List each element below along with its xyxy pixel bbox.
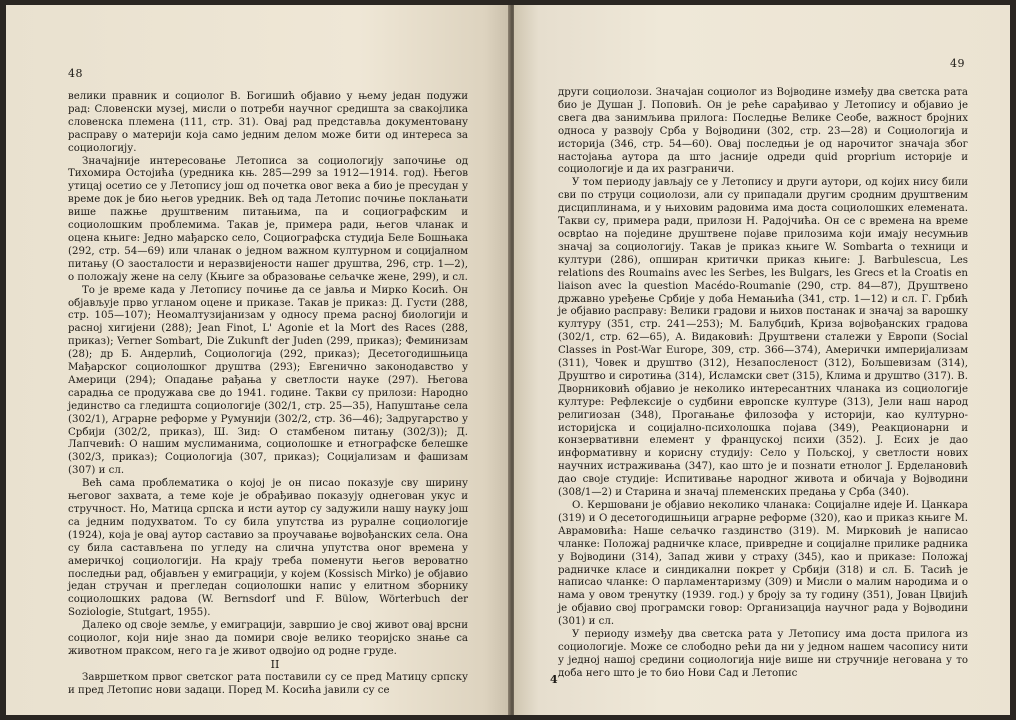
left-page-body (68, 91, 468, 698)
section-heading: II (270, 657, 280, 671)
right-page (514, 5, 1010, 715)
left-paragraph-5: Далеко од своје земље, у емиграцији, завршио је свој живот овај врсни социолог, који није знао да помири своје велико теоријско знање са животном праксом, него га је живот одвојио од родне груде. (68, 620, 468, 657)
book-spread (6, 5, 1010, 715)
left-page (6, 5, 510, 715)
signature-mark: 4 (550, 673, 558, 686)
left-paragraph-2: Значајније интересовање Летописа за социологију започиње од Тихомира Остојића (уредника књ. 285—299 за 1912—1914. год). Његов утицај осетио се у Летопису још од почетка овог века а био је пресудан у време док је био његов уредник. Већ од тада Летопис почиње поклањати више пажње друштвеним питањима, па и социографским и социолошким проблемима. Такав је, примера ради, његов чланак и оцена књиге: Једно мађарско село, Социографска студија Беле Бошњака (292, стр. 54—69) или чланак о једном важном културном и социјалном питању (О заосталости и неразвијености нашег друштва, 296, стр. 1—2), о положају жене на селу (Књиге за образовање сељачке жене, 299), и сл. (68, 155, 468, 283)
right-paragraph-1: други социолози. Значајан социолог из Војводине између два светска рата био је Душан Ј. Поповић. Он је реће сарађивао у Летопису и објавио је свега два занимљива прилога: Последње Велике Сеобе, важност бројних односа у развоју Срба у Војводини (302, стр. 23—28) и Социологија и историја (346, стр. 54—60). Овај последњи је од нарочитог значаја због настојања аутора да што јасније одреди quid proprium историје и социологије и да их разграничи. (558, 87, 968, 176)
right-paragraph-4: У периоду између два светска рата у Летопису има доста прилога из социологије. Може се слободно рећи да ни у једном нашем часопису нити у једној нашој средини социологија није више ни стручније негована у то доба него што је то био Нови Сад и Летопис (558, 629, 968, 679)
left-paragraph-6: Завршетком првог светског рата поставили су се пред Матицу српску и пред Летопис нови задаци. Поред М. Косића јавили су се (68, 671, 468, 696)
left-paragraph-3: То је време када у Летопису почиње да се јавља и Мирко Косић. Он објављује прво угланом оцене и приказе. Такав је приказ: Д. Густи (288, стр. 105—107); Неомалтузијанизам у односу према расној биологији и расној хигијени (288); Jean Finot, L' Agonie et la Mort des Races (288, приказ); Verner Sombart, Die Zukunft der Juden (299, приказ); Феминизам (28); др Б. Андерлић, Социологија (292, приказ); Десетогодишњица Мађарског социолошког друштва (293); Евгенично законодавство у Америци (294); Опадање рађања у светлости науке (297). Његова сарадња се продужава све до 1941. године. Такви су прилози: Народно јединство са гледишта социологије (302/1, стр. 25—35), Напуштање села (302/1), Аграрне реформе у Румунији (302/2, стр. 36—46); Задругарство у Србији (302/2, приказ), Ш. Зид: О стамбеном питању (302/3)); Д. Лапчевић: О нашим муслиманима, социолошке и етнографске белешке (302/3, приказ); Социологија (307, приказ); Социјализам и фашизам (307) и сл. (68, 284, 468, 477)
right-page-number: 49 (950, 57, 965, 70)
left-paragraph-4: Већ сама проблематика о којој је он писао показује сву ширину његовог захвата, а теме које је обрађивао показују однегован укус и стручност. Но, Матица српска и исти аутор су задужили нашу науку још са једним подухватом. То су била упутства из руралне социологије (1924), која је овај аутор саставио за проучавање војвођанских села. Она су била састављена по угледу на слична упутства оног времена у америчкој социологији. На крају треба поменути његов вероватно последњи рад, објављен у емиграцији, у којем (Kossisch Mirko) је објавио један стручан и прегледан социолошки напис у елитном зборнику социолошких радова (W. Bernsdorf und F. Bülow, Wörterbuch der Soziologie, Stutgart, 1955). (68, 478, 468, 619)
left-paragraph-1: велики правник и социолог В. Богишић објавио у њему један подужи рад: Словенски музеј, мисли о потреби научног средишта за свакојлика словенска племена (111, стр. 31). Овај рад представља документовану расправу о материји која само једним делом може бити од интереса за социологију. (68, 91, 468, 154)
right-paragraph-3: О. Кершовани је објавио неколико чланака: Социјалне идеје И. Цанкара (319) и О десетогодишњици аграрне реформе (320), као и приказ књиге М. Аврамовића: Наше сељачко газдинство (319). М. Мирковић је написао чланке: Положај радничке класе, привредне и социјалне прилике радника у Војводини (314), Запад живи у страху (345), као и приказе: Положај радничке класе и синдикални покрет у Србији (318) и сл. Б. Тасић је написао чланке: О парламентаризму (309) и Мисли о малим народима и о нама у овом тренутку (1939. год.) у броју за ту годину (351), Јован Цвијић је објавио свој програмски говор: Организација научног рада у Војводини (301) и сл. (558, 500, 968, 628)
right-page-body (558, 87, 968, 681)
left-page-number: 48 (68, 67, 83, 80)
right-paragraph-2: У том периоду јављају се у Летопису и други аутори, од којих нису били сви по струци социолози, али су припадали другим сродним друштвеним дисциплинама, и у њиховим радовима има доста социолошких елемената. Такви су, примера ради, прилози Н. Радојчића. Он се с времена на време осврtao на поједине друштвене појаве прилозима који имају несумњив значај за социологију. Такав је приказ књиге W. Sombarta о техници и култури (286), опширан критички приказ књиге: J. Barbulescua, Les relations des Roumains avec les Serbes, les Bulgars, les Grecs et la Croatis en liaison avec la question Macédo-Roumanie (290, стр. 84—87), Друштвено државно уређење Србије у доба Немањића (341, стр. 1—12) и сл. Г. Грбић је објавио расправу: Велики градови и њихов постанак и значај за варошку културу (351, стр. 241—253); М. Балубџић, Криза војвођанских градова (302/1, стр. 62—65), А. Видаковић: Друштвени сталежи у Европи (Social Classes in Post-War Europe, 309, стр. 366—374), Амерички империјализам (311), Човек и друштво (312), Незапосленост (312), Бољшевизам (314), Друштво и сиротиња (314), Исламски свет (315), Клима и друштво (317). В. Дворниковић објавио је неколико интересантних чланака из социологије културе: Рефлексије о судбини европске културе (313), Јели наш народ религиозан (348), Прогањање филозофа у историји, као културно-историјска и социјално-психолошка појава (349), Реакционарни и конзервативни елемент у француској психи (352). J. Есих је дао информативну и корисну студију: Село у Пољској, у светлости нових научних истраживања (347), као што је и познати етнолог J. Ерделановић дао своје студије: Испитивање народног живота и обичаја у Војводини (308/1—2) и Старина и значај племенских предања у Срба (340). (558, 177, 968, 499)
